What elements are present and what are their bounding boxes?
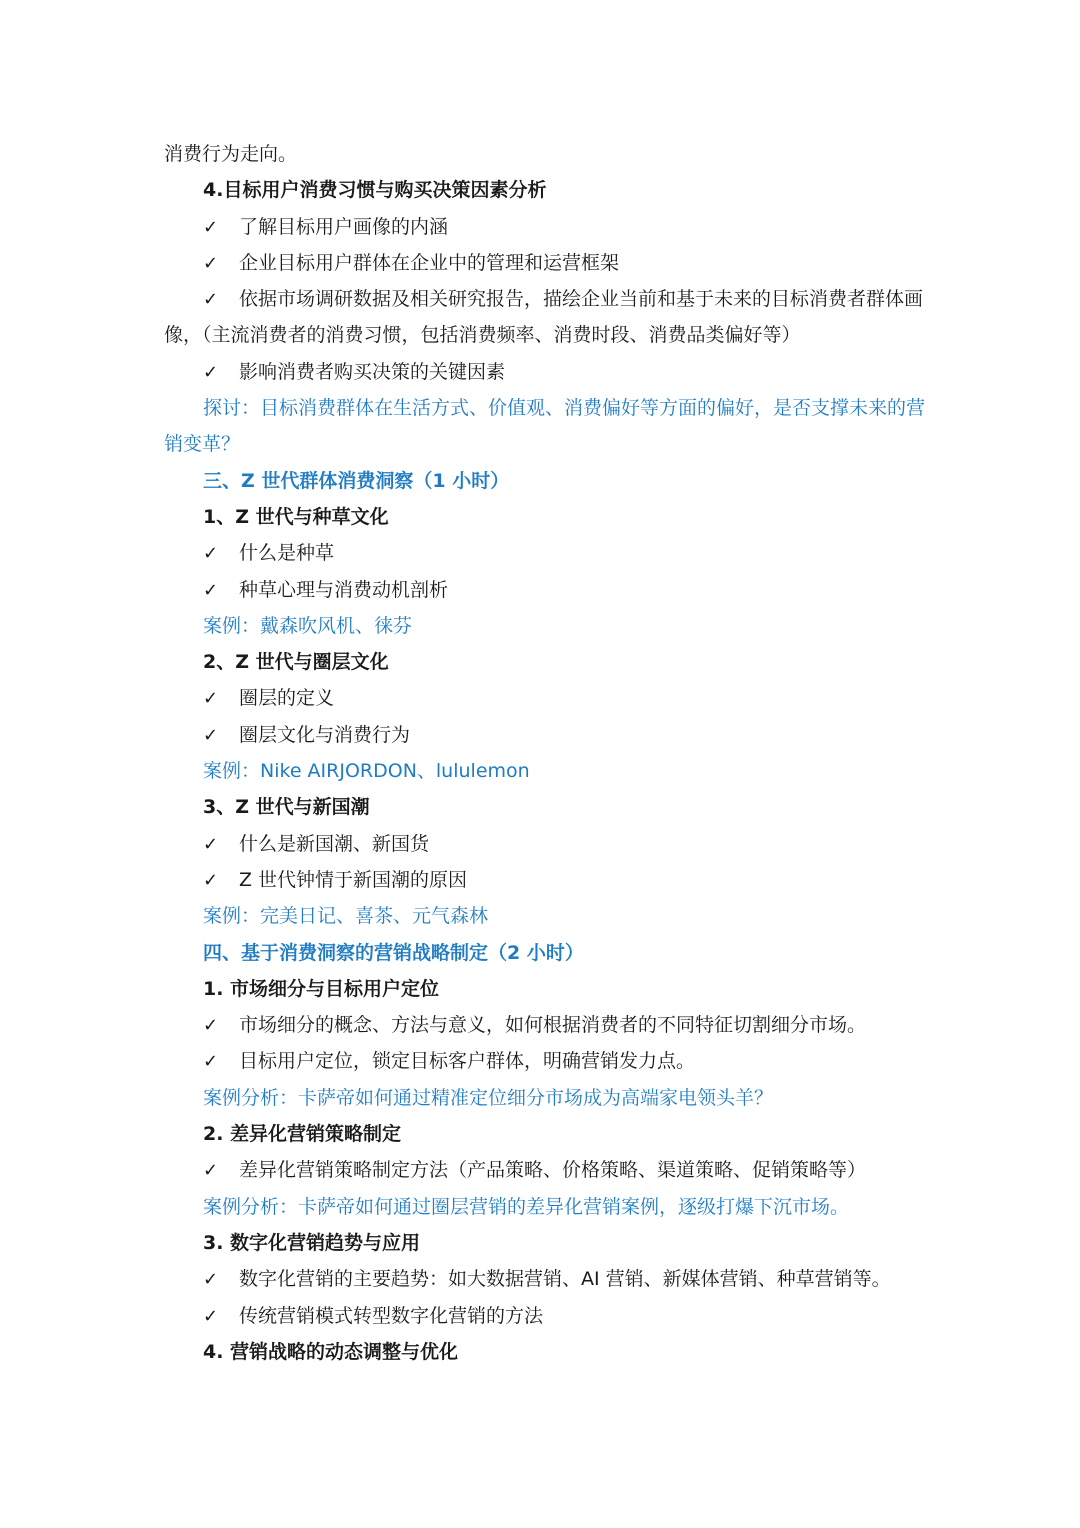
- subsection-heading: 1、Z 世代与种草文化: [203, 505, 389, 528]
- checklist-item-text: 差异化营销策略制定方法（产品策略、价格策略、渠道策略、促销策略等）: [239, 1159, 867, 1182]
- checklist-item: [0, 535, 1080, 571]
- checklist-item: [0, 1007, 1080, 1043]
- check-icon: ✓: [203, 1015, 219, 1037]
- checklist-item: [0, 826, 1080, 862]
- subsection-heading: 2. 差异化营销策略制定: [203, 1123, 402, 1146]
- check-icon: ✓: [203, 543, 219, 565]
- check-icon: ✓: [203, 216, 219, 238]
- checklist-item-text: 圈层的定义: [239, 687, 335, 710]
- case-analysis-note: 案例分析：卡萨帝如何通过圈层营销的差异化营销案例，逐级打爆下沉市场。: [203, 1195, 850, 1218]
- check-icon: ✓: [203, 252, 219, 274]
- case-note: 案例：戴森吹风机、徕芬: [203, 614, 413, 637]
- checklist-item-text: 数字化营销的主要趋势：如大数据营销、AI 营销、新媒体营销、种草营销等。: [239, 1268, 891, 1291]
- chapter-heading-3: 三、Z 世代群体消费洞察（1 小时）: [203, 469, 510, 492]
- discussion-note-continuation: 销变革？: [164, 433, 241, 456]
- check-icon: ✓: [203, 724, 219, 746]
- checklist-item: [0, 717, 1080, 753]
- document-body: [0, 136, 1080, 1370]
- checklist-item-text: 圈层文化与消费行为: [239, 723, 411, 746]
- check-icon: ✓: [203, 1160, 219, 1182]
- checklist-item-text: 传统营销模式转型数字化营销的方法: [239, 1304, 544, 1327]
- checklist-item-text: 种草心理与消费动机剖析: [239, 578, 449, 601]
- checklist-item: [0, 209, 1080, 245]
- check-icon: ✓: [203, 1269, 219, 1291]
- check-icon: ✓: [203, 1051, 219, 1073]
- checklist-item: [0, 354, 1080, 390]
- subsection-heading: 3. 数字化营销趋势与应用: [203, 1231, 421, 1254]
- check-icon: ✓: [203, 289, 219, 311]
- checklist-item-text: Z 世代钟情于新国潮的原因: [239, 868, 468, 891]
- subsection-heading: 3、Z 世代与新国潮: [203, 796, 370, 819]
- case-note: 案例：Nike AIRJORDON、lululemon: [203, 760, 530, 783]
- check-icon: ✓: [203, 833, 219, 855]
- subsection-heading: 4. 营销战略的动态调整与优化: [203, 1340, 459, 1363]
- check-icon: ✓: [203, 361, 219, 383]
- check-icon: ✓: [203, 869, 219, 891]
- case-analysis-note: 案例分析：卡萨帝如何通过精准定位细分市场成为高端家电领头羊？: [203, 1086, 774, 1109]
- check-icon: ✓: [203, 1305, 219, 1327]
- checklist-item-text: 市场细分的概念、方法与意义，如何根据消费者的不同特征切割细分市场。: [239, 1014, 867, 1037]
- subsection-heading: 1. 市场细分与目标用户定位: [203, 977, 440, 1000]
- checklist-item: [0, 1043, 1080, 1079]
- discussion-note: 探讨：目标消费群体在生活方式、价值观、消费偏好等方面的偏好，是否支撑未来的营: [203, 397, 926, 420]
- checklist-item-text: 目标用户定位，锁定目标客户群体，明确营销发力点。: [239, 1050, 696, 1073]
- checklist-item-text: 影响消费者购买决策的关键因素: [239, 360, 506, 383]
- check-icon: ✓: [203, 688, 219, 710]
- checklist-item: [0, 281, 1080, 317]
- checklist-item-text: 了解目标用户画像的内涵: [239, 215, 449, 238]
- check-icon: ✓: [203, 579, 219, 601]
- checklist-item-text: 什么是种草: [239, 542, 335, 565]
- checklist-item-text: 什么是新国潮、新国货: [239, 832, 430, 855]
- chapter-heading-4: 四、基于消费洞察的营销战略制定（2 小时）: [203, 941, 584, 964]
- section-heading-4: 4.目标用户消费习惯与购买决策因素分析: [203, 179, 547, 202]
- checklist-item: [0, 680, 1080, 716]
- subsection-heading: 2、Z 世代与圈层文化: [203, 651, 389, 674]
- checklist-item: [0, 1152, 1080, 1188]
- checklist-item: [0, 1298, 1080, 1334]
- checklist-item: [0, 862, 1080, 898]
- checklist-item-text: 依据市场调研数据及相关研究报告，描绘企业当前和基于未来的目标消费者群体画: [239, 288, 924, 311]
- checklist-item: [0, 245, 1080, 281]
- checklist-item-continuation: 像，（主流消费者的消费习惯，包括消费频率、消费时段、消费品类偏好等）: [164, 324, 801, 347]
- checklist-item-text: 企业目标用户群体在企业中的管理和运营框架: [239, 251, 620, 274]
- case-note: 案例：完美日记、喜茶、元气森林: [203, 905, 489, 928]
- paragraph-continuation: 消费行为走向。: [164, 143, 298, 165]
- checklist-item: [0, 572, 1080, 608]
- checklist-item: [0, 1261, 1080, 1297]
